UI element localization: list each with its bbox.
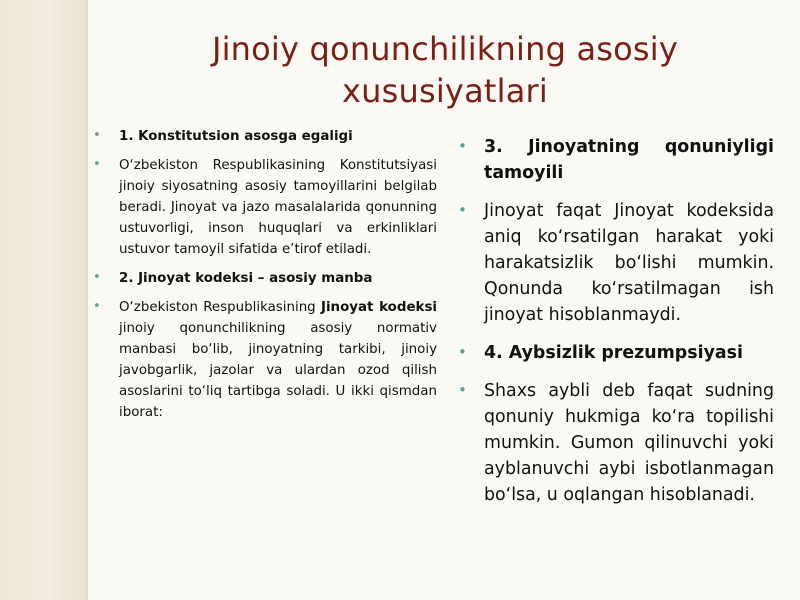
bullet-icon: • xyxy=(458,137,467,155)
paragraph-start: O‘zbekiston Respublikasining xyxy=(119,300,321,315)
left-column xyxy=(93,126,437,431)
section-heading: 4. Aybsizlik prezumpsiyasi xyxy=(484,343,743,363)
list-item xyxy=(458,198,774,328)
paragraph-text xyxy=(119,300,437,420)
slide-title: Jinoiy qonunchilikning asosiy xususiyatlari xyxy=(211,30,679,110)
paragraph: O‘zbekiston Respublikasining Konstitutsiyasi jinoiy siyosatning asosiy tamoyillarini belgilab beradi. Jinoyat va jazo masalalarida qonunning ustuvorligi, inson huquqlari va erkinliklari ustuvor tamoyil sifatida e’tirof etiladi. xyxy=(119,158,437,257)
bullet-icon: • xyxy=(93,128,101,143)
paragraph: Jinoyat faqat Jinoyat kodeksida aniq ko‘rsatilgan harakat yoki harakatsizlik bo‘lishi mumkin. Qonunda ko‘rsatilmagan ish jinoyat hisoblanmaydi. xyxy=(484,201,774,325)
bullet-icon: • xyxy=(458,201,467,219)
list-item xyxy=(458,340,774,366)
section-heading: 2. Jinoyat kodeksi – asosiy manba xyxy=(119,271,373,286)
paragraph-end: jinoiy qonunchilikning asosiy normativ manbasi bo‘lib, jinoyatning tarkibi, jinoiy javobgarlik, jazolar va ulardan ozod qilish asoslarini to‘liq tartibga soladi. U ikki qismdan iborat: xyxy=(119,321,437,420)
decorative-side-band xyxy=(0,0,88,600)
bullet-icon: • xyxy=(458,343,467,361)
right-column xyxy=(458,134,774,520)
bullet-icon: • xyxy=(93,157,101,172)
list-item xyxy=(458,378,774,508)
bullet-icon: • xyxy=(93,299,101,314)
paragraph-bold-term: Jinoyat kodeksi xyxy=(320,300,437,315)
list-item xyxy=(93,126,437,147)
section-heading: 3. Jinoyatning qonuniyligi tamoyili xyxy=(484,137,774,183)
paragraph: Shaxs aybli deb faqat sudning qonuniy hukmiga ko‘ra topilishi mumkin. Gumon qilinuvchi yoki ayblanuvchi aybi isbotlanmagan bo‘lsa, u oqlangan hisoblanadi. xyxy=(484,381,774,505)
bullet-icon: • xyxy=(458,381,467,399)
list-item xyxy=(93,297,437,423)
bullet-icon: • xyxy=(93,270,101,285)
list-item xyxy=(93,268,437,289)
section-heading: 1. Konstitutsion asosga egaligi xyxy=(119,129,353,144)
list-item xyxy=(458,134,774,186)
list-item xyxy=(93,155,437,260)
